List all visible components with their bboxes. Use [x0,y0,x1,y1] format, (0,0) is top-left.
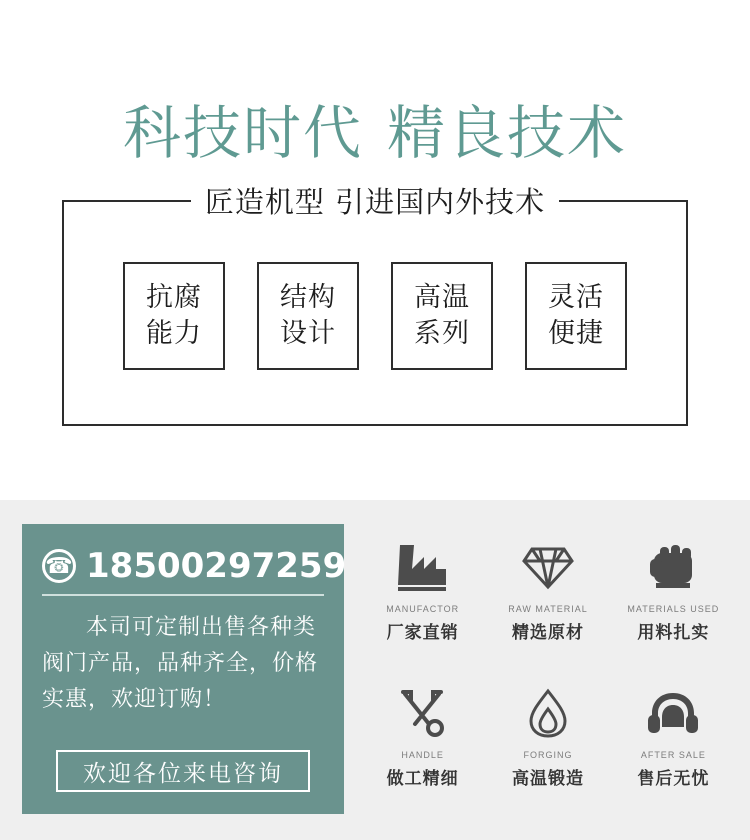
phone-number[interactable]: 18500297259 [86,546,347,586]
keyword-box [257,262,359,370]
feature-cn-label: 用料扎实 [637,623,710,643]
feature-item-forging [485,672,610,818]
keyword-line-1: 灵活 [548,282,604,313]
feature-grid [360,526,736,818]
factory-icon [390,536,456,598]
contact-description: 本司可定制出售各种类阀门产品，品种齐全，价格实惠，欢迎订购！ [42,615,319,712]
keyword-line-2: 能力 [146,318,202,349]
phone-icon [42,549,76,583]
keyword-line-2: 设计 [280,318,336,349]
keyword-box [123,262,225,370]
hero-subtitle-text: 匠造机型 引进国内外技术 [191,180,559,221]
feature-en-label: MATERIALS USED [627,604,720,614]
fist-icon [640,536,706,598]
keyword-box-row [62,262,688,370]
keyword-line-1: 抗腐 [146,282,202,313]
feature-en-label: AFTER SALE [640,750,706,760]
feature-item-after-sale [611,672,736,818]
keyword-line-2: 便捷 [548,318,604,349]
feature-en-label: MANUFACTOR [386,604,460,614]
feature-cn-label: 售后无忧 [637,769,710,789]
keyword-box [391,262,493,370]
phone-row[interactable] [42,546,347,596]
headset-icon [640,682,706,744]
feature-en-label: RAW MATERIAL [508,604,588,614]
keyword-line-1: 结构 [280,282,336,313]
contact-panel [22,524,347,814]
contact-cta-button[interactable]: 欢迎各位来电咨询 [56,750,310,792]
headline-right: 精良技术 [387,99,628,167]
keyword-box [525,262,627,370]
diamond-icon [515,536,581,598]
feature-cn-label: 做工精细 [386,769,459,789]
feature-item-materials-used [611,526,736,672]
feature-en-label: HANDLE [401,750,444,760]
feature-item-raw-material [485,526,610,672]
keyword-line-2: 系列 [414,318,470,349]
bottom-section [0,500,750,840]
feature-cn-label: 高温锻造 [511,769,584,789]
feature-item-handle [360,672,485,818]
flame-icon [515,682,581,744]
feature-cn-label: 精选原材 [511,623,584,643]
hero-subtitle [0,180,750,221]
page-title [0,86,750,170]
headline-left: 科技时代 [122,99,363,167]
feature-item-manufactor [360,526,485,672]
tools-icon [390,682,456,744]
keyword-line-1: 高温 [414,282,470,313]
feature-cn-label: 厂家直销 [386,623,459,643]
feature-en-label: FORGING [523,750,573,760]
